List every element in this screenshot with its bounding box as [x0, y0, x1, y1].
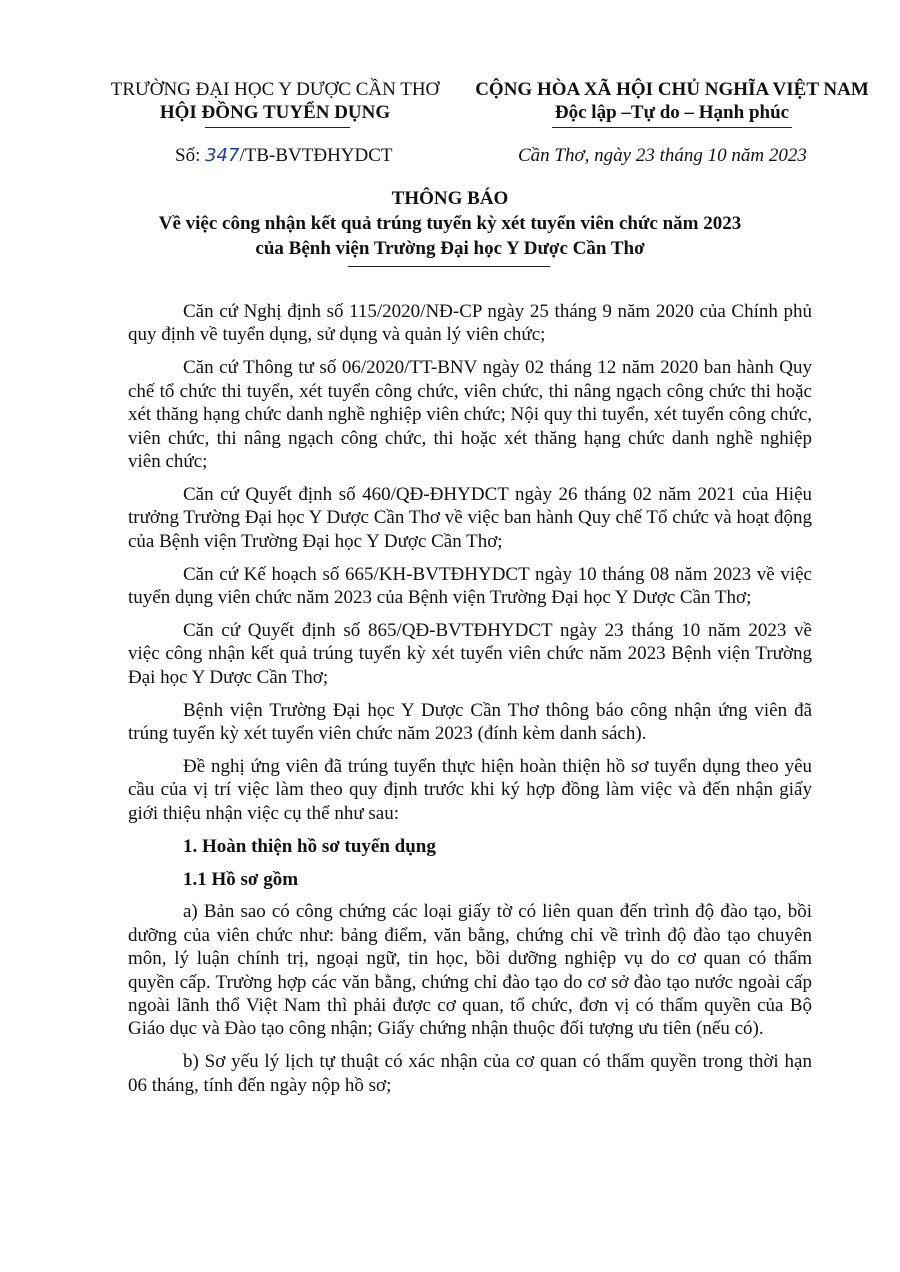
subsection-heading: 1.1 Hồ sơ gồm: [183, 868, 299, 890]
issuer-block: [100, 78, 450, 124]
document-number: [175, 145, 393, 167]
legal-basis-paragraph: Căn cứ Nghị định số 115/2020/NĐ-CP ngày 25 tháng 9 năm 2020 của Chính phủ quy định về tuyển dụng, sử dụng và quản lý viên chức;: [128, 301, 812, 346]
document-title: [50, 186, 850, 261]
document-number-handwritten: 347: [205, 145, 240, 166]
title-subject-line2: của Bệnh viện Trường Đại học Y Dược Cần Thơ: [255, 238, 645, 259]
legal-basis-paragraph: Căn cứ Kế hoạch số 665/KH-BVTĐHYDCT ngày 10 tháng 08 năm 2023 về việc tuyển dụng viên chức năm 2023 của Bệnh viện Trường Đại học Y Dược Cần Thơ;: [128, 563, 812, 608]
national-name: CỘNG HÒA XÃ HỘI CHỦ NGHĨA VIỆT NAM: [475, 79, 869, 100]
legal-basis-paragraph: Căn cứ Thông tư số 06/2020/TT-BNV ngày 02 tháng 12 năm 2020 ban hành Quy chế tổ chức thi tuyển, xét tuyển công chức, viên chức, thi nâng ngạch công chức thi hoặc xét thăng hạng chức danh nghề nghiệp viên chức; Nội quy thi tuyển, xét tuyển công chức, viên chức, thi nâng ngạch công chức, thi hoặc xét thăng hạng chức danh nghề nghiệp viên chức;: [128, 357, 812, 472]
motto-underline: [552, 127, 792, 128]
requirement-item: b) Sơ yếu lý lịch tự thuật có xác nhận của cơ quan có thẩm quyền trong thời hạn 06 tháng, tính đến ngày nộp hồ sơ;: [128, 1051, 812, 1096]
legal-basis-paragraph: Căn cứ Quyết định số 865/QĐ-BVTĐHYDCT ngày 23 tháng 10 năm 2023 về việc công nhận kết quả trúng tuyển kỳ xét tuyển viên chức năm 2023 Bệnh viện Trường Đại học Y Dược Cần Thơ;: [128, 619, 812, 688]
issuer-underline: [205, 127, 350, 128]
announcement-paragraph: Bệnh viện Trường Đại học Y Dược Cần Thơ thông báo công nhận ứng viên đã trúng tuyển kỳ xét tuyển viên chức năm 2023 (đính kèm danh sách).: [128, 699, 812, 744]
legal-basis-paragraph: Căn cứ Quyết định số 460/QĐ-ĐHYDCT ngày 26 tháng 02 năm 2021 của Hiệu trưởng Trường Đại học Y Dược Cần Thơ về việc ban hành Quy chế Tổ chức và hoạt động của Bệnh viện Trường Đại học Y Dược Cần Thơ;: [128, 483, 812, 552]
issuer-name: TRƯỜNG ĐẠI HỌC Y DƯỢC CẦN THƠ: [110, 79, 440, 100]
national-motto: Độc lập –Tự do – Hạnh phúc: [554, 102, 790, 123]
title-subject-line1: Về việc công nhận kết quả trúng tuyển kỳ xét tuyển viên chức năm 2023: [158, 213, 742, 234]
document-number-suffix: /TB-BVTĐHYDCT: [239, 145, 393, 166]
title-underline: [348, 266, 550, 267]
issuer-council: HỘI ĐỒNG TUYỂN DỤNG: [159, 102, 391, 123]
document-body: [128, 300, 812, 1107]
request-paragraph: Đề nghị ứng viên đã trúng tuyển thực hiện hoàn thiện hồ sơ tuyển dụng theo yêu cầu của vị trí việc làm theo quy định trước khi ký hợp đồng làm việc và đến nhận giấy giới thiệu nhận việc cụ thể như sau:: [128, 755, 812, 824]
national-motto-block: [462, 78, 882, 124]
document-number-prefix: Số:: [175, 145, 206, 166]
title-heading: THÔNG BÁO: [391, 188, 509, 209]
requirement-item: a) Bản sao có công chứng các loại giấy tờ có liên quan đến trình độ đào tạo, bồi dưỡng của viên chức như: bảng điểm, văn bằng, chứng chỉ về trình độ đào tạo chuyên môn, lý luận chính trị, ngoại ngữ, tin học, bồi dưỡng nghiệp vụ do cơ quan có thẩm quyền cấp. Trường hợp các văn bằng, chứng chỉ đào tạo do cơ sở đào tạo nước ngoài cấp ngoài lãnh thổ Việt Nam thì phải được cơ quan, tổ chức, đơn vị có thẩm quyền của Bộ Giáo dục và Đào tạo công nhận; Giấy chứng nhận thuộc đối tượng ưu tiên (nếu có).: [128, 901, 812, 1040]
document-date: Cần Thơ, ngày 23 tháng 10 năm 2023: [518, 145, 807, 166]
section-heading: 1. Hoàn thiện hồ sơ tuyển dụng: [183, 835, 436, 857]
